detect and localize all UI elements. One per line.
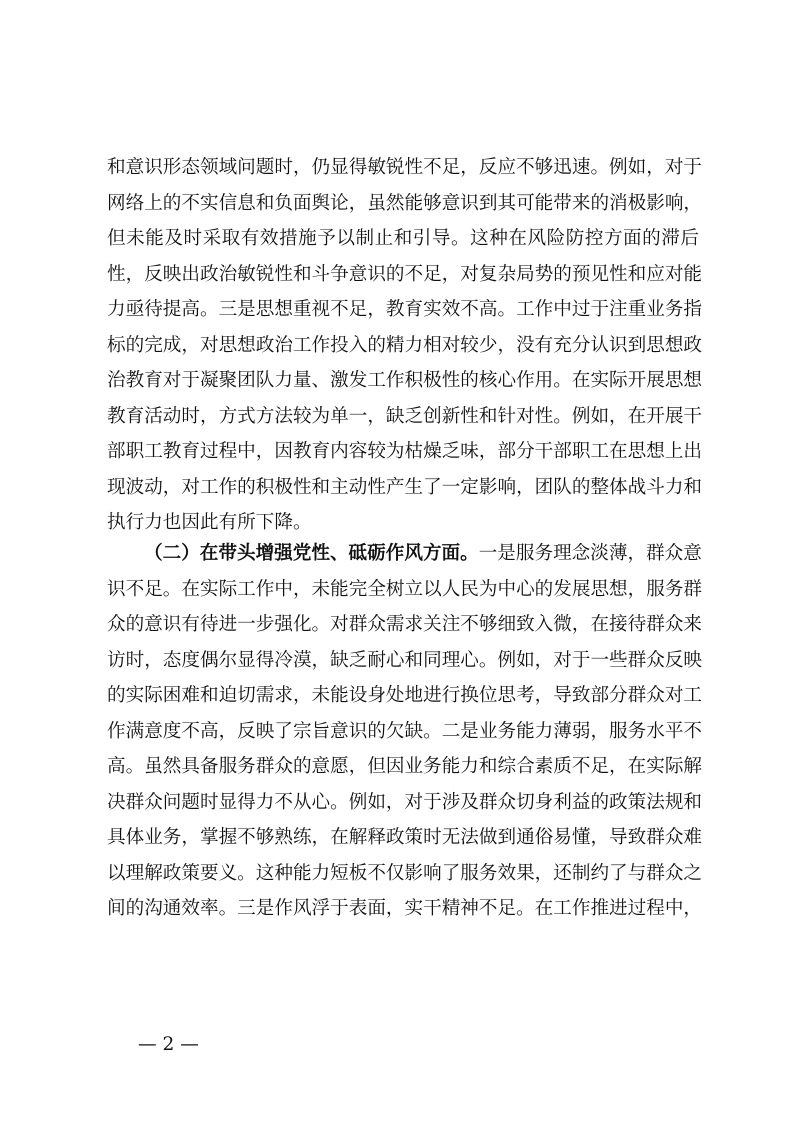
paragraph-line: 具体业务，掌握不够熟练，在解释政策时无法做到通俗易懂，导致群众难 [107, 827, 703, 848]
paragraph-line: 但未能及时采取有效措施予以制止和引导。这种在风险防控方面的滞后 [107, 228, 699, 249]
paragraph-line: 访时，态度偶尔显得冷漠，缺乏耐心和同理心。例如，对于一些群众反映 [107, 649, 703, 671]
paragraph-line: 间的沟通效率。三是作风浮于表面，实干精神不足。在工作推进过程中， [107, 898, 703, 919]
paragraph-line-rest: 一是服务理念淡薄，群众意 [478, 543, 702, 564]
section-heading: （二）在带头增强党性、砥砺作风方面。 [144, 543, 479, 564]
paragraph-2 [107, 536, 703, 927]
paragraph-line: 标的完成，对思想政治工作投入的精力相对较少，没有充分认识到思想政 [107, 334, 703, 356]
paragraph-line: 作满意度不高，反映了宗旨意识的欠缺。二是业务能力薄弱，服务水平不 [107, 720, 703, 742]
paragraph-line: 性，反映出政治敏锐性和斗争意识的不足，对复杂局势的预见性和应对能 [107, 263, 703, 285]
paragraph-line: 治教育对于凝聚团队力量、激发工作积极性的核心作用。在实际开展思想 [107, 370, 703, 391]
paragraph-line: 执行力也因此有所下降。 [107, 512, 312, 533]
paragraph-line: 以理解政策要义。这种能力短板不仅影响了服务效果，还制约了与群众之 [107, 862, 703, 884]
paragraph-line: 高。虽然具备服务群众的意愿，但因业务能力和综合素质不足，在实际解 [107, 756, 703, 777]
page-number: — 2 — [138, 1034, 199, 1055]
paragraph-line: 识不足。在实际工作中，未能完全树立以人民为中心的发展思想，服务群 [107, 578, 703, 600]
paragraph-line: 教育活动时，方式方法较为单一，缺乏创新性和针对性。例如，在开展干 [107, 405, 703, 427]
paragraph-line: 力亟待提高。三是思想重视不足，教育实效不高。工作中过于注重业务指 [107, 299, 703, 320]
paragraph-line: 众的意识有待进一步强化。对群众需求关注不够细致入微，在接待群众来 [107, 614, 703, 635]
paragraph-line: 现波动，对工作的积极性和主动性产生了一定影响，团队的整体战斗力和 [107, 476, 703, 498]
paragraph-first-line [107, 536, 702, 572]
paragraph-line: 网络上的不实信息和负面舆论，虽然能够意识到其可能带来的消极影响， [107, 192, 703, 214]
paragraph-line: 和意识形态领域问题时，仍显得敏锐性不足，反应不够迅速。例如，对于 [107, 157, 703, 178]
paragraph-line: 决群众问题时显得力不从心。例如，对于涉及群众切身利益的政策法规和 [107, 791, 703, 813]
paragraph-line: 的实际困难和迫切需求，未能设身处地进行换位思考，导致部分群众对工 [107, 685, 703, 706]
paragraph-1 [107, 150, 703, 541]
paragraph-line: 部职工教育过程中，因教育内容较为枯燥乏味，部分干部职工在思想上出 [107, 441, 703, 462]
